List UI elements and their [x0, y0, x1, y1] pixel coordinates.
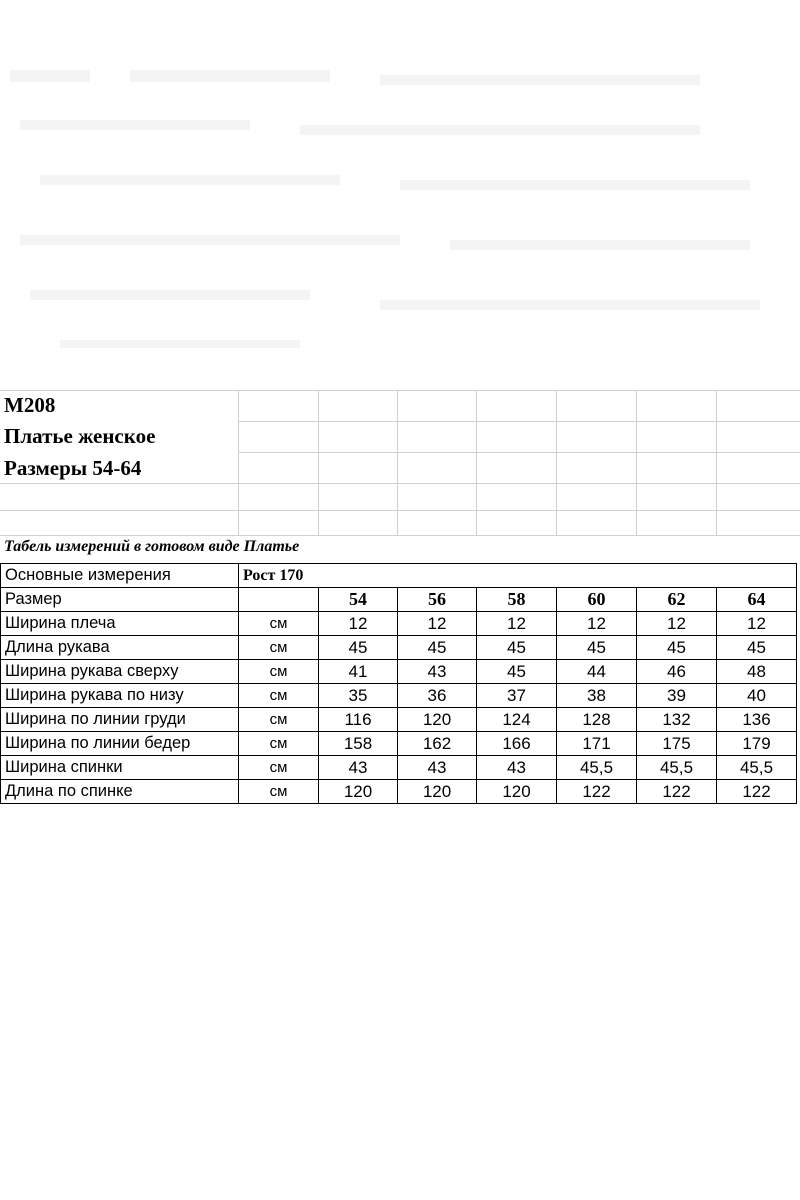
size-56: 56: [398, 588, 477, 612]
measurement-name: Ширина рукава по низу: [1, 684, 239, 708]
measurement-name: Ширина плеча: [1, 612, 239, 636]
measurement-value: 12: [717, 612, 797, 636]
product-title: Платье женское: [4, 424, 156, 448]
measurement-value: 45: [637, 636, 717, 660]
sizes-range: Размеры 54-64: [4, 456, 142, 480]
measurement-unit: см: [239, 780, 319, 804]
measurement-value: 116: [319, 708, 398, 732]
measurement-value: 120: [398, 708, 477, 732]
measurement-value: 120: [477, 780, 557, 804]
size-60: 60: [557, 588, 637, 612]
measurement-value: 43: [319, 756, 398, 780]
table-row: [1, 756, 797, 780]
table-row: [1, 660, 797, 684]
measurement-value: 12: [557, 612, 637, 636]
measurement-value: 179: [717, 732, 797, 756]
measurement-value: 120: [319, 780, 398, 804]
table-row: [1, 732, 797, 756]
measurement-value: 166: [477, 732, 557, 756]
measurement-value: 44: [557, 660, 637, 684]
size-unit-blank: [239, 588, 319, 612]
measurement-value: 45: [398, 636, 477, 660]
table-header-row: [1, 564, 797, 588]
size-54: 54: [319, 588, 398, 612]
measurements-table: [0, 563, 797, 804]
measurement-name: Ширина по линии груди: [1, 708, 239, 732]
measurement-unit: см: [239, 756, 319, 780]
measurement-name: Ширина спинки: [1, 756, 239, 780]
measurement-value: 36: [398, 684, 477, 708]
measurement-value: 46: [637, 660, 717, 684]
bleed-through-background: [0, 0, 800, 390]
measurement-value: 122: [637, 780, 717, 804]
measurement-unit: см: [239, 732, 319, 756]
model-code: M208: [4, 393, 56, 417]
measurement-value: 38: [557, 684, 637, 708]
measurement-value: 12: [477, 612, 557, 636]
table-row: [1, 612, 797, 636]
measurement-value: 45,5: [717, 756, 797, 780]
measurement-value: 132: [637, 708, 717, 732]
measurement-unit: см: [239, 684, 319, 708]
table-row: [1, 684, 797, 708]
measurement-name: Ширина рукава сверху: [1, 660, 239, 684]
measurement-value: 41: [319, 660, 398, 684]
table-row: [1, 636, 797, 660]
measurement-value: 128: [557, 708, 637, 732]
size-row: [1, 588, 797, 612]
measurement-value: 158: [319, 732, 398, 756]
measurement-value: 48: [717, 660, 797, 684]
measurement-value: 124: [477, 708, 557, 732]
table-row: [1, 780, 797, 804]
measurement-value: 43: [398, 660, 477, 684]
measurement-value: 43: [398, 756, 477, 780]
measurement-value: 12: [398, 612, 477, 636]
measurement-unit: см: [239, 708, 319, 732]
measurement-name: Ширина по линии бедер: [1, 732, 239, 756]
measurement-value: 45,5: [637, 756, 717, 780]
measurement-value: 45: [477, 636, 557, 660]
measurement-value: 40: [717, 684, 797, 708]
size-58: 58: [477, 588, 557, 612]
measurement-value: 175: [637, 732, 717, 756]
measurement-value: 122: [557, 780, 637, 804]
measurement-value: 45: [557, 636, 637, 660]
measurement-value: 35: [319, 684, 398, 708]
measurement-unit: см: [239, 636, 319, 660]
table-row: [1, 708, 797, 732]
table-caption: Табель измерений в готовом виде Платье: [4, 538, 300, 555]
measurement-value: 45: [717, 636, 797, 660]
size-64: 64: [717, 588, 797, 612]
measurement-value: 37: [477, 684, 557, 708]
measurement-unit: см: [239, 660, 319, 684]
measurement-value: 12: [319, 612, 398, 636]
measurement-value: 136: [717, 708, 797, 732]
size-label: Размер: [1, 588, 239, 612]
measurement-value: 122: [717, 780, 797, 804]
measurement-name: Длина по спинке: [1, 780, 239, 804]
measurement-value: 45,5: [557, 756, 637, 780]
measurement-name: Длина рукава: [1, 636, 239, 660]
measurement-value: 120: [398, 780, 477, 804]
size-62: 62: [637, 588, 717, 612]
measurement-value: 12: [637, 612, 717, 636]
measurement-value: 171: [557, 732, 637, 756]
measurement-value: 43: [477, 756, 557, 780]
measurement-unit: см: [239, 612, 319, 636]
measurement-value: 162: [398, 732, 477, 756]
measurement-value: 39: [637, 684, 717, 708]
measurement-value: 45: [319, 636, 398, 660]
header-label: Основные измерения: [1, 564, 239, 588]
height-label: Рост 170: [239, 564, 797, 588]
measurement-value: 45: [477, 660, 557, 684]
